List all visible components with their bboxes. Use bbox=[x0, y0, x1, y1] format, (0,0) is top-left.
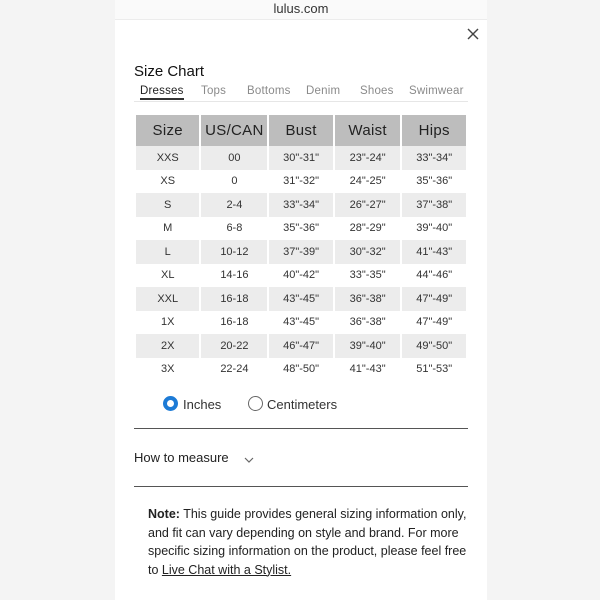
browser-url: lulus.com bbox=[115, 0, 487, 20]
note-text: This guide provides general sizing information only, and fit can vary depending on style and brand. For more specific sizing information on the product, please feel free to bbox=[148, 507, 467, 577]
tab-swimwear[interactable]: Swimwear bbox=[409, 85, 464, 97]
size-table bbox=[134, 115, 468, 381]
tab-shoes[interactable]: Shoes bbox=[360, 85, 394, 97]
cell-hips: 37"-38" bbox=[402, 193, 466, 217]
sizing-note bbox=[148, 505, 468, 579]
column-header-hips: Hips bbox=[402, 115, 466, 146]
cell-waist: 36"-38" bbox=[335, 287, 401, 311]
column-header-waist: Waist bbox=[335, 115, 401, 146]
cell-waist: 26"-27" bbox=[335, 193, 401, 217]
table-header-row bbox=[136, 115, 466, 146]
cell-bust: 35"-36" bbox=[283, 222, 320, 235]
cell-us-can: 00 bbox=[201, 146, 267, 170]
cell-us-can: 10-12 bbox=[201, 240, 267, 264]
cell-hips: 33"-34" bbox=[402, 146, 466, 170]
centimeters-label[interactable]: Centimeters bbox=[267, 397, 338, 412]
cell-us-can: 16-18 bbox=[201, 287, 267, 311]
cell-us-can: 14-16 bbox=[220, 269, 249, 282]
cell-bust: 40"-42" bbox=[283, 269, 320, 282]
table-row bbox=[136, 240, 466, 264]
column-header-size: Size bbox=[136, 115, 199, 146]
table-row bbox=[136, 146, 466, 170]
cell-size: 2X bbox=[136, 334, 199, 358]
cell-bust: 43"-45" bbox=[269, 287, 333, 311]
centimeters-radio[interactable] bbox=[248, 396, 263, 411]
cell-us-can: 2-4 bbox=[201, 193, 267, 217]
cell-waist: 41"-43" bbox=[349, 363, 386, 376]
cell-bust: 31"-32" bbox=[283, 175, 320, 188]
cell-bust: 33"-34" bbox=[269, 193, 333, 217]
table-row bbox=[136, 264, 466, 288]
cell-us-can: 22-24 bbox=[220, 363, 249, 376]
cell-size: 3X bbox=[160, 363, 175, 376]
table-row bbox=[136, 193, 466, 217]
cell-size: L bbox=[136, 240, 199, 264]
cell-waist: 30"-32" bbox=[335, 240, 401, 264]
cell-size: XXS bbox=[136, 146, 199, 170]
cell-size: XXL bbox=[136, 287, 199, 311]
tab-denim[interactable]: Denim bbox=[306, 85, 341, 97]
cell-waist: 24"-25" bbox=[349, 175, 386, 188]
column-header-us-can: US/CAN bbox=[201, 115, 267, 146]
table-row bbox=[136, 334, 466, 358]
column-header-bust: Bust bbox=[269, 115, 333, 146]
cell-size: S bbox=[136, 193, 199, 217]
cell-hips: 35"-36" bbox=[416, 175, 453, 188]
cell-bust: 37"-39" bbox=[269, 240, 333, 264]
cell-us-can: 6-8 bbox=[226, 222, 243, 235]
cell-size: 1X bbox=[160, 316, 175, 329]
table-row bbox=[136, 358, 466, 382]
cell-waist: 36"-38" bbox=[349, 316, 386, 329]
cell-hips: 47"-49" bbox=[402, 287, 466, 311]
tab-dresses[interactable]: Dresses bbox=[140, 85, 184, 100]
cell-size: XS bbox=[160, 175, 176, 188]
chevron-down-icon bbox=[243, 455, 255, 465]
cell-size: M bbox=[163, 222, 173, 235]
cell-us-can: 16-18 bbox=[220, 316, 249, 329]
cell-hips: 49"-50" bbox=[402, 334, 466, 358]
close-button[interactable] bbox=[464, 25, 482, 43]
cell-bust: 43"-45" bbox=[283, 316, 320, 329]
table-row bbox=[136, 170, 466, 194]
table-row bbox=[136, 311, 466, 335]
category-tabs bbox=[134, 85, 468, 102]
note-label: Note: bbox=[148, 507, 180, 521]
table-row bbox=[136, 287, 466, 311]
inches-radio[interactable] bbox=[163, 396, 178, 411]
divider bbox=[134, 486, 468, 487]
inches-label[interactable]: Inches bbox=[183, 397, 222, 412]
cell-hips: 41"-43" bbox=[402, 240, 466, 264]
cell-bust: 30"-31" bbox=[269, 146, 333, 170]
cell-waist: 23"-24" bbox=[335, 146, 401, 170]
cell-bust: 46"-47" bbox=[269, 334, 333, 358]
modal-title: Size Chart bbox=[134, 63, 205, 80]
tab-bottoms[interactable]: Bottoms bbox=[247, 85, 291, 97]
tab-tops[interactable]: Tops bbox=[201, 85, 227, 97]
unit-toggle bbox=[161, 394, 421, 414]
size-chart-sheet bbox=[115, 0, 487, 600]
cell-bust: 48"-50" bbox=[283, 363, 320, 376]
cell-hips: 51"-53" bbox=[416, 363, 453, 376]
table-row bbox=[136, 217, 466, 241]
cell-waist: 33"-35" bbox=[349, 269, 386, 282]
cell-hips: 44"-46" bbox=[416, 269, 453, 282]
cell-hips: 47"-49" bbox=[416, 316, 453, 329]
divider bbox=[134, 428, 468, 429]
cell-us-can: 20-22 bbox=[201, 334, 267, 358]
how-to-measure-chevron[interactable] bbox=[243, 452, 255, 462]
close-icon bbox=[464, 25, 482, 43]
cell-hips: 39"-40" bbox=[416, 222, 453, 235]
cell-waist: 28"-29" bbox=[349, 222, 386, 235]
live-chat-link[interactable]: Live Chat with a Stylist. bbox=[161, 562, 292, 577]
how-to-measure-toggle[interactable]: How to measure bbox=[134, 450, 229, 465]
cell-waist: 39"-40" bbox=[335, 334, 401, 358]
cell-size: XL bbox=[160, 269, 175, 282]
cell-us-can: 0 bbox=[231, 175, 238, 188]
